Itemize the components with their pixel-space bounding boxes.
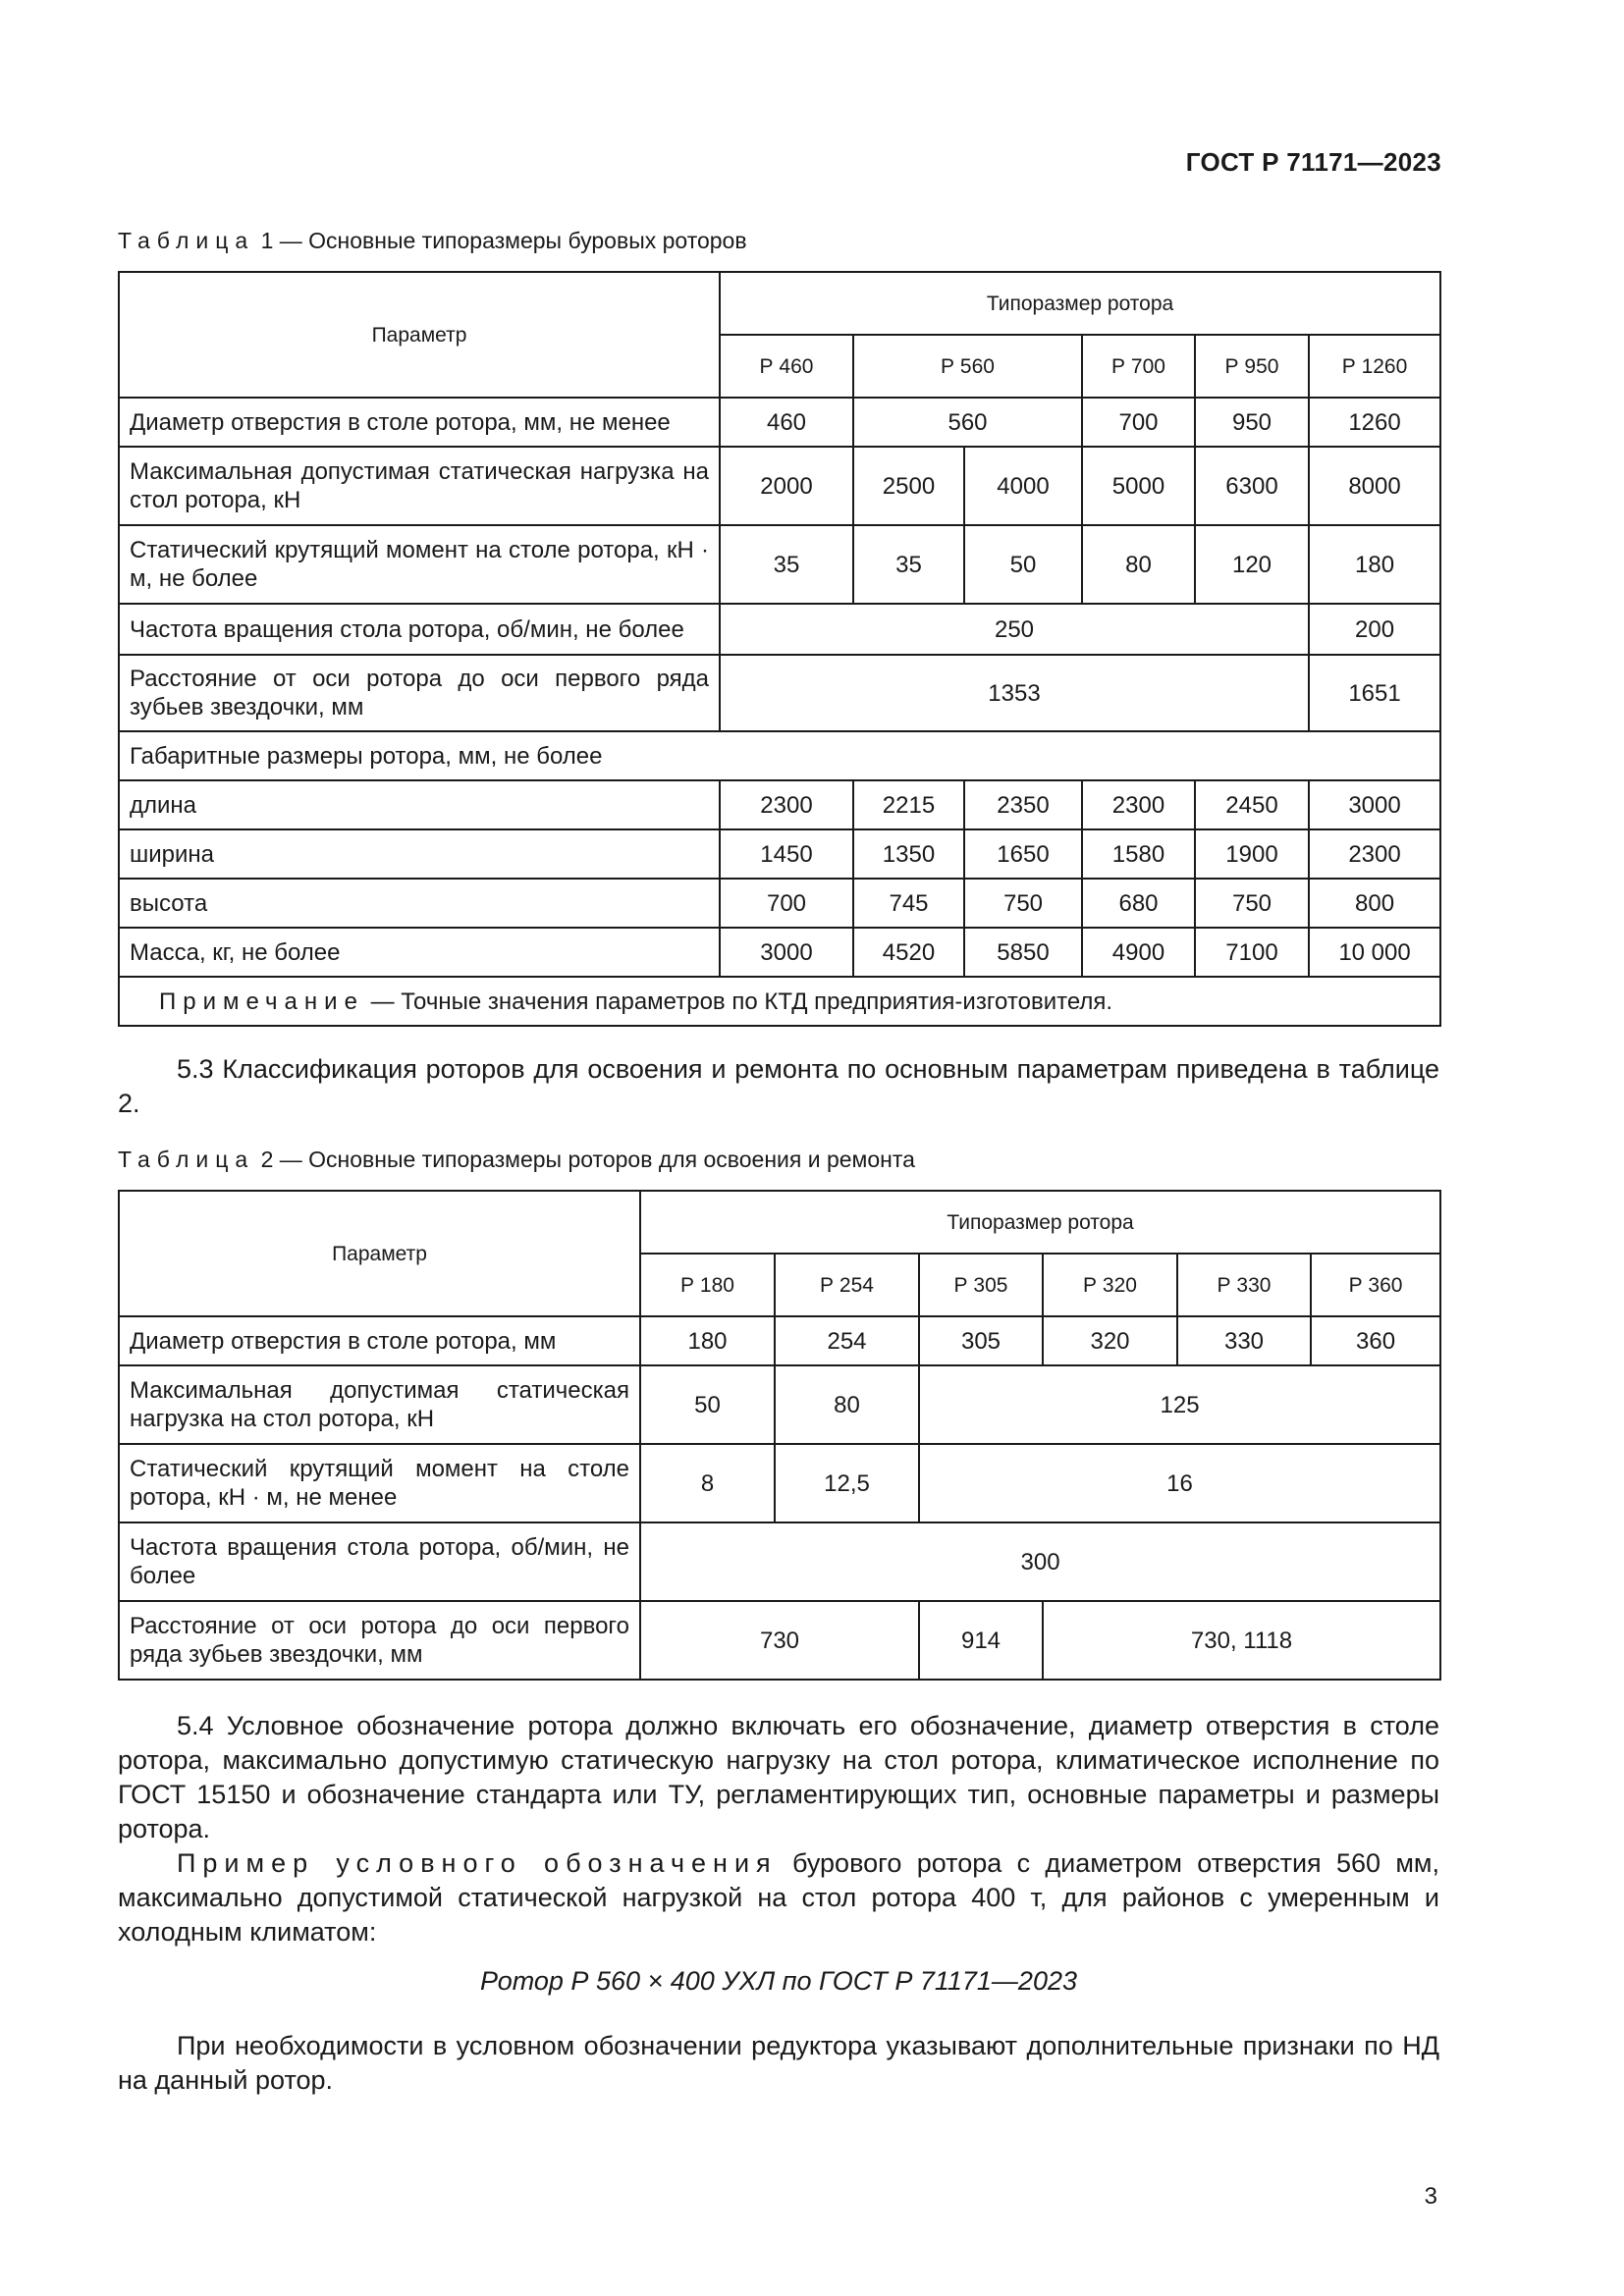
table-cell: 5850 [964, 928, 1082, 977]
row-label: Частота вращения стола ротора, об/мин, не более [119, 1522, 640, 1601]
row-label: длина [119, 780, 720, 829]
row-label: ширина [119, 829, 720, 879]
table-cell: 120 [1195, 525, 1309, 604]
table-cell: 305 [919, 1316, 1043, 1365]
table-cell: 914 [919, 1601, 1043, 1680]
table1-size-header: Р 560 [853, 335, 1082, 398]
table-cell: 680 [1082, 879, 1195, 928]
table-cell: 5000 [1082, 447, 1195, 525]
table-cell: 10 000 [1309, 928, 1440, 977]
table-cell: 180 [1309, 525, 1440, 604]
table2-size-header: Р 254 [775, 1254, 919, 1316]
table-row [119, 879, 1440, 928]
table-cell: 2215 [853, 780, 964, 829]
row-label: Расстояние от оси ротора до оси первого ряда зубьев звездочки, мм [119, 1601, 640, 1680]
table-cell: 330 [1177, 1316, 1311, 1365]
table-cell: 745 [853, 879, 964, 928]
table-row [119, 1522, 1440, 1601]
table-cell: 360 [1311, 1316, 1440, 1365]
table-cell: 254 [775, 1316, 919, 1365]
paragraph-5-3 [118, 1052, 1439, 1121]
table2-param-header: Параметр [119, 1191, 640, 1316]
table-cell: 7100 [1195, 928, 1309, 977]
table1-caption-text: 1 — Основные типоразмеры буровых роторов [260, 228, 747, 253]
table2 [118, 1190, 1441, 1681]
table-cell: 1900 [1195, 829, 1309, 879]
row-label: Расстояние от оси ротора до оси первого ряда зубьев звездочки, мм [119, 655, 720, 731]
table-cell: 16 [919, 1444, 1440, 1522]
table-cell: 80 [1082, 525, 1195, 604]
table1-note [119, 977, 1440, 1026]
table2-caption-text: 2 — Основные типоразмеры роторов для освоения и ремонта [260, 1147, 915, 1172]
table-cell: 560 [853, 398, 1082, 447]
table-cell: 700 [720, 879, 853, 928]
table-cell: 300 [640, 1522, 1440, 1601]
table-note-row [119, 977, 1440, 1026]
table-row [119, 525, 1440, 604]
table-row [119, 1365, 1440, 1444]
table-row [119, 928, 1440, 977]
paragraph-final [118, 2029, 1439, 2098]
note-text: — Точные значения параметров по КТД предприятия-изготовителя. [363, 988, 1113, 1015]
table-cell: 4900 [1082, 928, 1195, 977]
table-cell: 1260 [1309, 398, 1440, 447]
table1-group-header: Типоразмер ротора [720, 272, 1440, 335]
table-cell: 2450 [1195, 780, 1309, 829]
table2-size-header: Р 180 [640, 1254, 775, 1316]
table-row [119, 1316, 1440, 1365]
table1-caption [118, 228, 747, 254]
table-cell: 6300 [1195, 447, 1309, 525]
row-label: высота [119, 879, 720, 928]
row-label: Масса, кг, не более [119, 928, 720, 977]
table1-size-header: Р 950 [1195, 335, 1309, 398]
table-row [119, 731, 1440, 780]
table1-size-header: Р 1260 [1309, 335, 1440, 398]
row-label: Частота вращения стола ротора, об/мин, не более [119, 604, 720, 655]
table-cell: 320 [1043, 1316, 1177, 1365]
table-cell: 80 [775, 1365, 919, 1444]
row-label: Максимальная допустимая статическая нагрузка на стол ротора, кН [119, 447, 720, 525]
table-cell: 1650 [964, 829, 1082, 879]
table2-group-header: Типоразмер ротора [640, 1191, 1440, 1254]
table-cell: 200 [1309, 604, 1440, 655]
row-label: Максимальная допустимая статическая нагрузка на стол ротора, кН [119, 1365, 640, 1444]
standard-header: ГОСТ Р 71171—2023 [1185, 147, 1441, 177]
table-row [119, 655, 1440, 731]
row-label: Габаритные размеры ротора, мм, не более [119, 731, 1440, 780]
table-cell: 4520 [853, 928, 964, 977]
table1-size-header: Р 700 [1082, 335, 1195, 398]
table2-caption [118, 1147, 915, 1173]
example-paragraph [118, 1846, 1439, 1949]
table-cell: 730 [640, 1601, 919, 1680]
table2-size-header: Р 320 [1043, 1254, 1177, 1316]
table-row [119, 1444, 1440, 1522]
table-cell: 3000 [720, 928, 853, 977]
table-cell: 1353 [720, 655, 1309, 731]
table-row [119, 447, 1440, 525]
table-cell: 1350 [853, 829, 964, 879]
table1-param-header: Параметр [119, 272, 720, 398]
table2-size-header: Р 330 [1177, 1254, 1311, 1316]
table-row [119, 398, 1440, 447]
table-cell: 2300 [1082, 780, 1195, 829]
table-cell: 460 [720, 398, 853, 447]
table-cell: 35 [720, 525, 853, 604]
table-row [119, 780, 1440, 829]
table-cell: 800 [1309, 879, 1440, 928]
table-cell: 50 [964, 525, 1082, 604]
paragraph-5-4-text: 5.4 Условное обозначение ротора должно включать его обозначение, диаметр отверстия в столе ротора, максимально допустимую статическую нагрузку на стол ротора, климатическое исполнение по ГОСТ 15150 и обозначение стандарта или ТУ, регламентирующих тип, основные параметры и размеры ротора. [118, 1711, 1439, 1843]
table-cell: 8 [640, 1444, 775, 1522]
paragraph-5-4 [118, 1709, 1439, 1846]
table-cell: 750 [964, 879, 1082, 928]
table2-size-header: Р 305 [919, 1254, 1043, 1316]
note-word: Примечание [159, 988, 364, 1015]
table-cell: 50 [640, 1365, 775, 1444]
table1 [118, 271, 1441, 1027]
row-label: Статический крутящий момент на столе ротора, кН · м, не более [119, 525, 720, 604]
page-number: 3 [1424, 2183, 1437, 2210]
table-cell: 8000 [1309, 447, 1440, 525]
table-cell: 1651 [1309, 655, 1440, 731]
example-designation: Ротор Р 560 × 400 УХЛ по ГОСТ Р 71171—2023 [479, 1966, 1077, 1996]
table-cell: 750 [1195, 879, 1309, 928]
table-cell: 4000 [964, 447, 1082, 525]
table-cell: 2350 [964, 780, 1082, 829]
table-cell: 2000 [720, 447, 853, 525]
row-label: Статический крутящий момент на столе ротора, кН · м, не менее [119, 1444, 640, 1522]
table1-size-header: Р 460 [720, 335, 853, 398]
row-label: Диаметр отверстия в столе ротора, мм, не менее [119, 398, 720, 447]
table-cell: 700 [1082, 398, 1195, 447]
table-cell: 1450 [720, 829, 853, 879]
example-text: бурового ротора с диаметром отверстия 560 мм, максимально допустимой статической нагрузкой на стол ротора 400 т, для районов с умеренным и холодным климатом: [118, 1848, 1439, 1947]
table-cell: 1580 [1082, 829, 1195, 879]
table-cell: 3000 [1309, 780, 1440, 829]
table-cell: 180 [640, 1316, 775, 1365]
table-cell: 35 [853, 525, 964, 604]
table-row [119, 604, 1440, 655]
table1-caption-word: Таблица [118, 228, 255, 253]
paragraph-final-text: При необходимости в условном обозначении редуктора указывают дополнительные признаки по НД на данный ротор. [118, 2031, 1439, 2095]
table2-caption-word: Таблица [118, 1147, 255, 1172]
table-cell: 2500 [853, 447, 964, 525]
table-row [119, 1601, 1440, 1680]
table-cell: 12,5 [775, 1444, 919, 1522]
example-lead: Пример условного обозначения [177, 1848, 778, 1878]
table-row [119, 829, 1440, 879]
table-cell: 125 [919, 1365, 1440, 1444]
table-cell: 730, 1118 [1043, 1601, 1440, 1680]
table-cell: 2300 [1309, 829, 1440, 879]
table-cell: 250 [720, 604, 1309, 655]
table-cell: 950 [1195, 398, 1309, 447]
table-cell: 2300 [720, 780, 853, 829]
row-label: Диаметр отверстия в столе ротора, мм [119, 1316, 640, 1365]
paragraph-5-3-text: 5.3 Классификация роторов для освоения и ремонта по основным параметрам приведена в таблице 2. [118, 1054, 1439, 1118]
table2-size-header: Р 360 [1311, 1254, 1440, 1316]
